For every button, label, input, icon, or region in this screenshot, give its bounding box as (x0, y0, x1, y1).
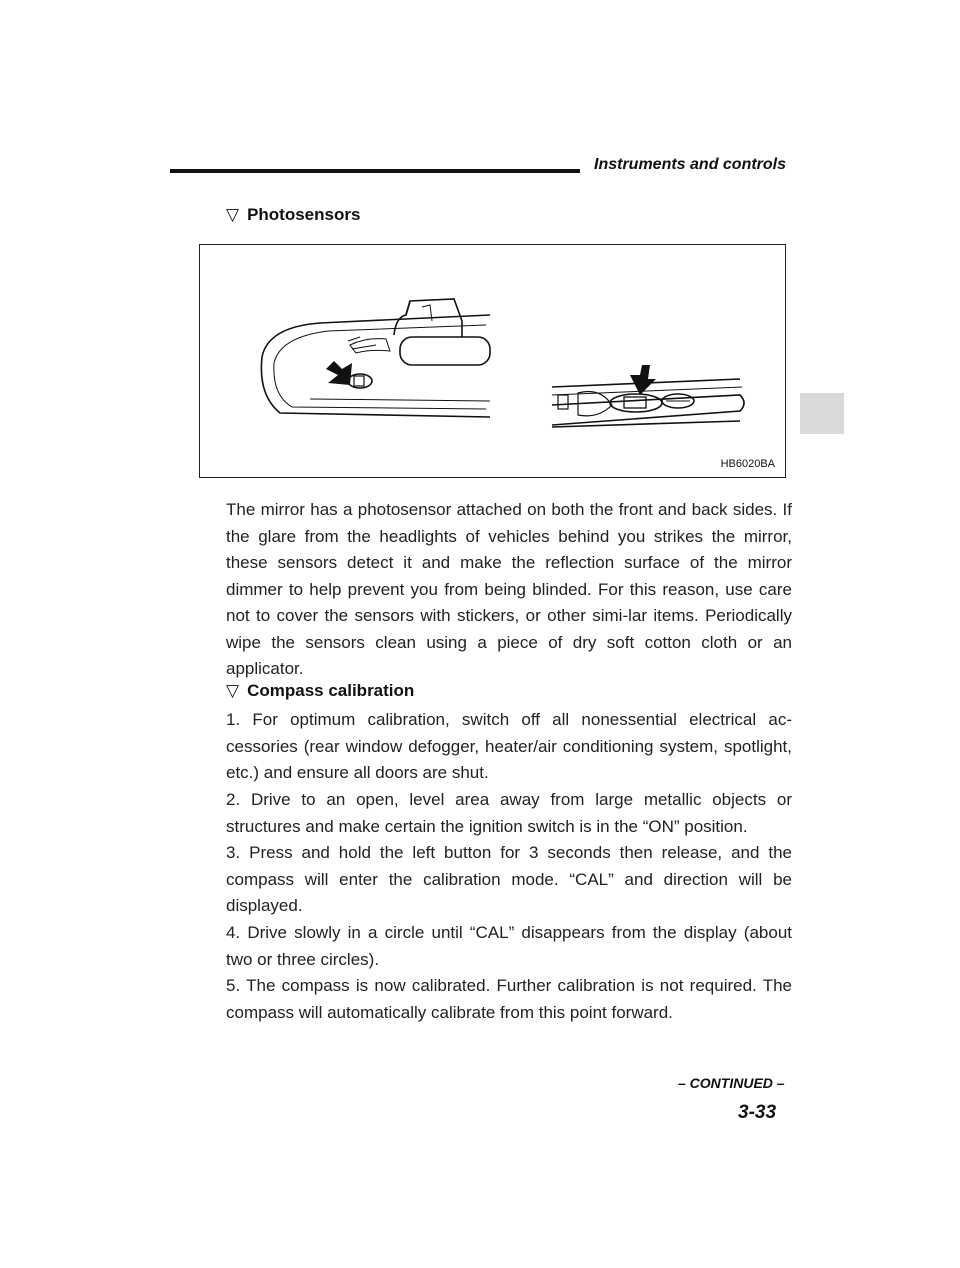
section-heading-text: Compass calibration (247, 681, 415, 700)
calibration-step-4: 4. Drive slowly in a circle until “CAL” disappears from the display (about two or three circles). (226, 923, 792, 969)
chapter-tab (800, 393, 844, 434)
section-heading-text: Photosensors (247, 205, 361, 224)
triangle-marker-icon: ▽ (226, 205, 240, 224)
continued-marker: – CONTINUED – (678, 1075, 785, 1091)
calibration-step-3: 3. Press and hold the left button for 3 seconds then release, and the compass will enter the calibration mode. “CAL” and direction will be displayed. (226, 843, 792, 915)
running-header: Instruments and controls (594, 156, 787, 173)
mirror-rear-view (261, 299, 490, 417)
page-number: 3-33 (738, 1102, 777, 1123)
section-heading-photosensors (226, 205, 360, 225)
figure-code: HB6020BA (720, 458, 775, 470)
mirror-drawing (200, 245, 787, 479)
header-rule (170, 169, 580, 173)
triangle-marker-icon: ▽ (226, 681, 240, 700)
front-sensor-arrow-icon (326, 361, 352, 385)
calibration-step-2: 2. Drive to an open, level area away from large metallic objects or structures and make certain the ignition switch is in the “ON” position. (226, 790, 792, 836)
photosensor-description: The mirror has a photosensor attached on both the front and back sides. If the glare from the headlights of vehicles behind you strikes the mirror, these sensors detect it and make the reflection surface of the mirror dimmer to help prevent you from being blinded. For this reason, use care not to cover the sensors with stickers, or other simi-lar items. Periodically wipe the sensors clean using a piece of dry soft cotton cloth or an applicator. (226, 500, 792, 678)
calibration-step-1: 1. For optimum calibration, switch off all nonessential electrical ac-cessories (rear window defogger, heater/air conditioning system, spotlight, etc.) and ensure all doors are shut. (226, 710, 792, 782)
photosensor-illustration (199, 244, 786, 478)
section-heading-compass-calibration (226, 681, 414, 701)
calibration-step-5: 5. The compass is now calibrated. Further calibration is not required. The compass will automatically calibrate from this point forward. (226, 976, 792, 1022)
